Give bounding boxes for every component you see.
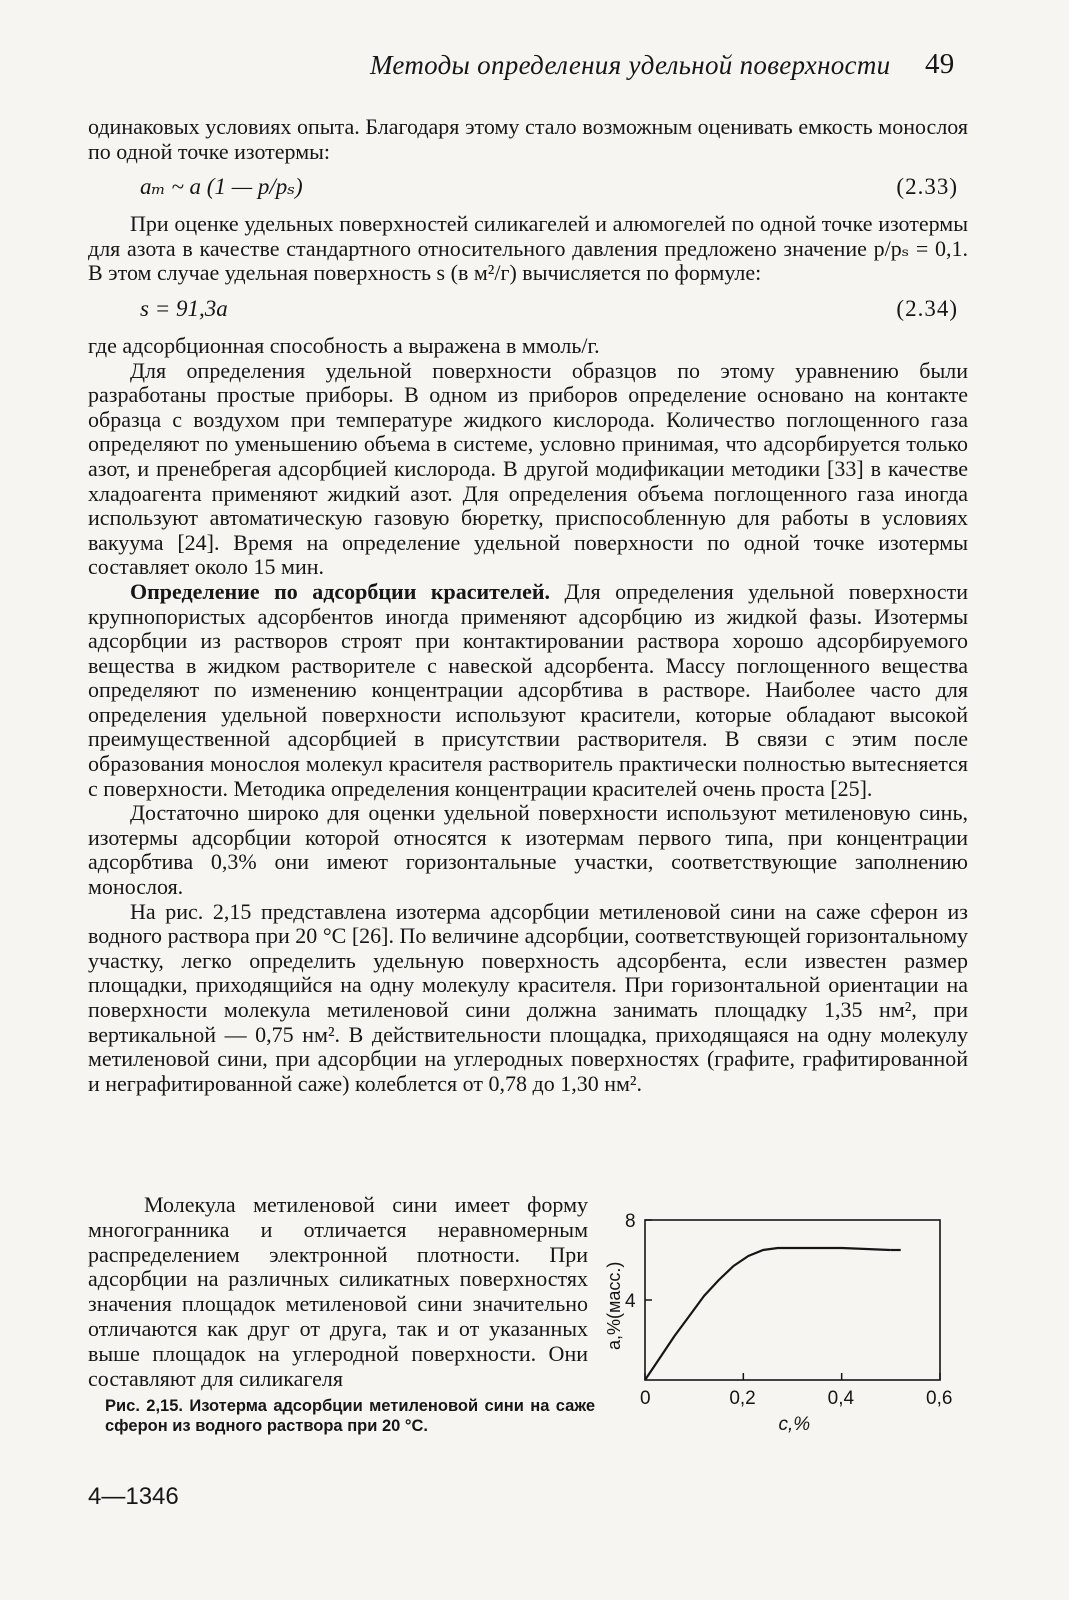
wrapped-text — [88, 1193, 588, 1391]
main-text — [88, 115, 968, 1096]
isotherm-chart — [595, 1200, 975, 1445]
plot-frame — [645, 1220, 940, 1380]
formula-number: (2.34) — [896, 295, 958, 321]
formula-2-33 — [88, 172, 968, 206]
x-tick-label: 0,2 — [729, 1388, 756, 1409]
formula-expression: s = 91,3a — [140, 295, 228, 321]
running-header — [370, 50, 970, 81]
y-tick-label: 4 — [625, 1291, 636, 1312]
paragraph-8: Молекула метиленовой сини имеет форму многогранника и отличается неравномерным распределением электронной плотности. При адсорбции на различных силикатных поверхностях значения площадок метиленовой сини значительно отличаются как друг от друга, так и от указанных выше площадок на углеродной поверхности. Они составляют для силикагеля — [88, 1192, 588, 1391]
x-tick-label: 0,4 — [827, 1388, 855, 1409]
isotherm-curve — [645, 1248, 891, 1380]
y-tick-label: 8 — [625, 1211, 636, 1232]
paragraph-5 — [88, 580, 968, 801]
y-axis-label: a,%(масс.) — [604, 1261, 624, 1350]
page-number: 49 — [925, 48, 955, 80]
paragraph-2: При оценке удельных поверхностей силикагелей и алюмогелей по одной точке изотермы для азота в качестве стандартного относительного давления предложено значение p/pₛ = 0,1. В этом случае удельная поверхность s (в м²/г) вычисляется по формуле: — [88, 211, 968, 286]
formula-number: (2.33) — [896, 174, 958, 200]
paragraph-7: На рис. 2,15 представлена изотерма адсорбции метиленовой сини на саже сферон из водного раствора при 20 °С [26]. По величине адсорбции, соответствующей горизонтальному участку, легко определить удельную поверхность адсорбента, если известен размер площадки, приходящийся на одну молекулу красителя. При горизонтальной ориентации на поверхности молекула метиленовой сини должна занимать площадку 1,35 нм², при вертикальной — 0,75 нм². В действительности площадка, приходящаяся на одну молекулу метиленовой сини, при адсорбции на углеродных поверхностях (графите, графитированной и неграфитированной саже) колеблется от 0,78 до 1,30 нм². — [88, 898, 968, 1096]
header-title: Методы определения удельной поверхности — [370, 50, 891, 80]
paragraph-4: Для определения удельной поверхности образцов по этому уравнению были разработаны простые приборы. В одном из приборов определение основано на контакте образца с воздухом при температуре жидкого кислорода. Количество поглощенного газа определяют по уменьшению объема в системе, условно принимая, что адсорбируется только азот, и пренебрегая адсорбцией кислорода. В другой модификации методики [33] в качестве хладоагента применяют жидкий азот. Для определения объема поглощенного газа иногда используют автоматическую газовую бюретку, приспособленную для работы в условиях вакуума [24]. Время на определение удельной поверхности по одной точке изотермы составляет около 15 мин. — [88, 357, 968, 580]
paragraph-1: одинаковых условиях опыта. Благодаря этому стало возможным оценивать емкость монослоя по одной точке изотермы: — [88, 114, 968, 164]
paragraph-3: где адсорбционная способность a выражена в ммоль/г. — [88, 332, 600, 358]
signature-mark: 4—1346 — [88, 1483, 179, 1510]
x-tick-label: 0,6 — [926, 1388, 953, 1409]
section-run-in-heading: Определение по адсорбции красителей. — [130, 578, 551, 604]
figure-caption: Рис. 2,15. Изотерма адсорбции метиленовой сини на саже сферон из водного раствора при 20 °С. — [105, 1397, 595, 1435]
formula-2-34 — [88, 294, 968, 328]
formula-expression: aₘ ~ a (1 — p/pₛ) — [140, 174, 303, 200]
x-tick-label: 0 — [640, 1388, 651, 1409]
paragraph-5-text: Для определения удельной поверхности крупнопористых адсорбентов иногда применяют адсорбцию из жидкой фазы. Изотермы адсорбции из растворов строят при контактировании раствора хорошо адсорбируемого вещества в жидком растворителе с навеской адсорбента. Массу поглощенного вещества определяют по изменению концентрации адсорбтива в растворе. Наиболее часто для определения удельной поверхности используют красители, которые обладают высокой преимущественной адсорбцией в присутствии растворителя. В связи с этим после образования монослоя молекул красителя растворитель практически полностью вытесняется с поверхности. Методика определения концентрации красителей очень проста [25]. — [88, 578, 969, 801]
x-axis-label: c,% — [778, 1414, 811, 1435]
paragraph-6: Достаточно широко для оценки удельной поверхности используют метиленовую синь, изотермы адсорбции которой относятся к изотермам первого типа, при концентрации адсорбтива 0,3% они имеют горизонтальные участки, соответствующие заполнению монослоя. — [88, 800, 968, 900]
